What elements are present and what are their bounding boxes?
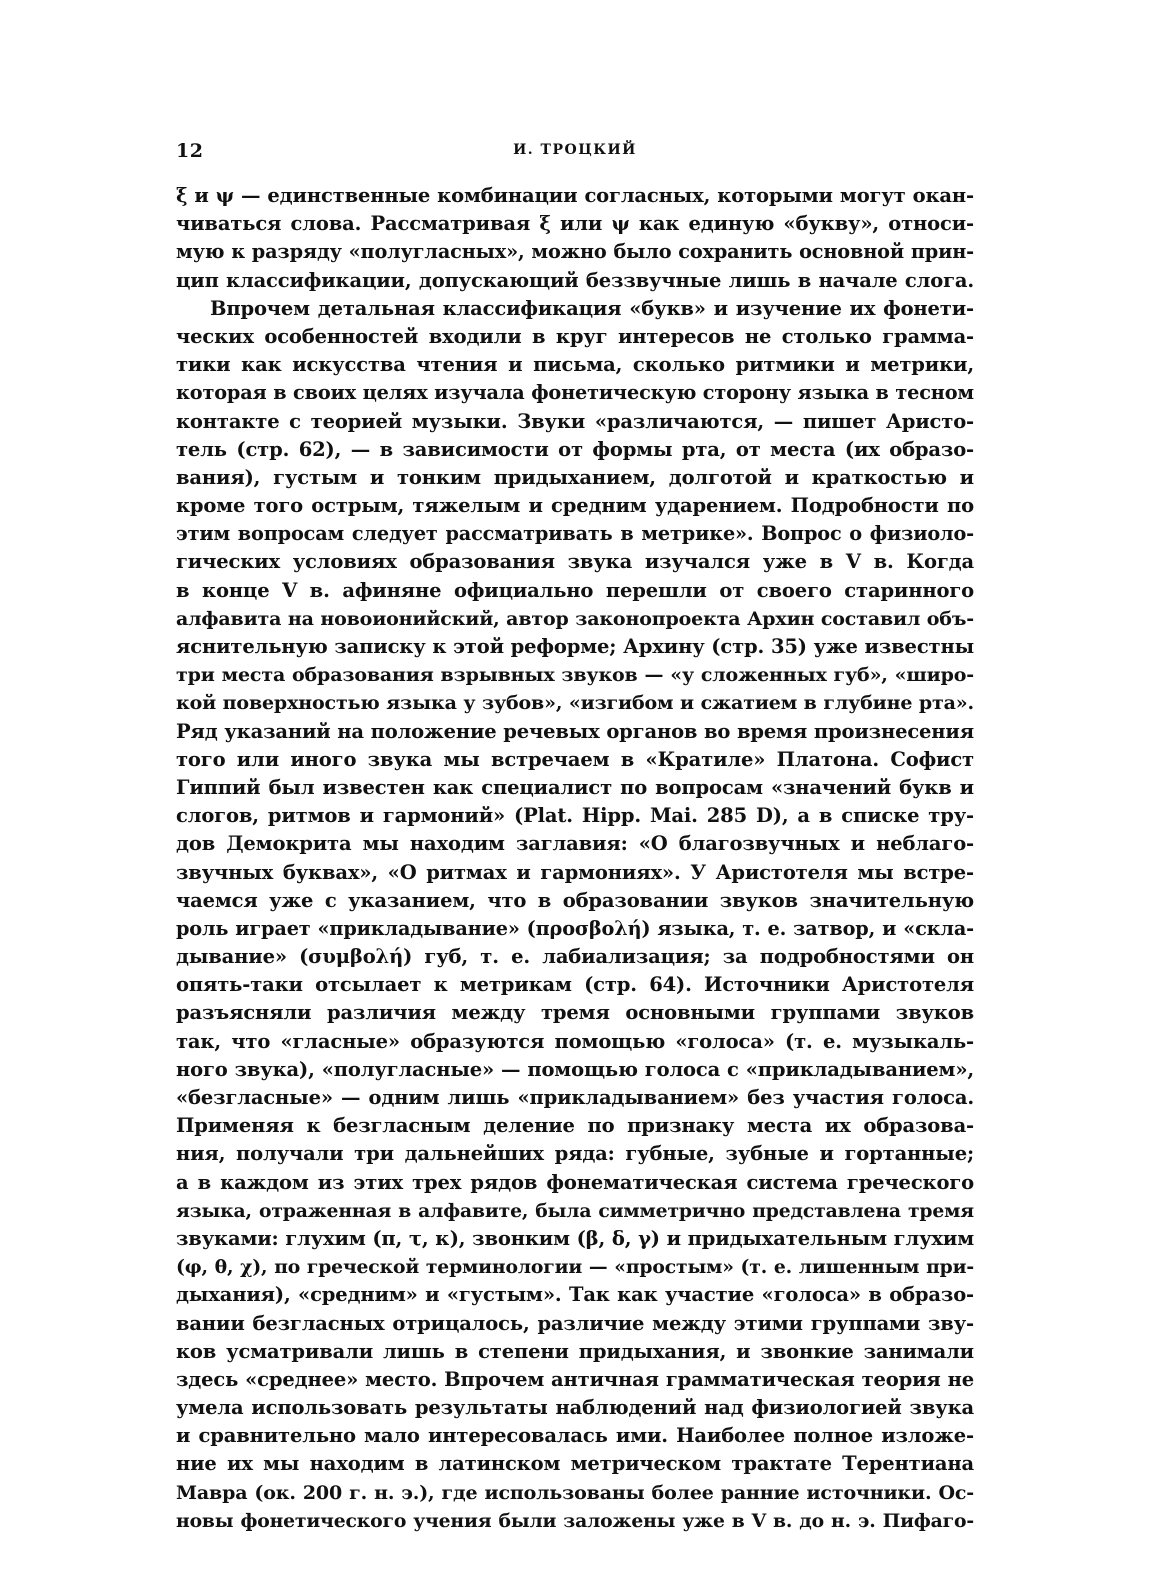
- text-line: этим вопросам следует рассматривать в метрике». Вопрос о физиоло-: [176, 522, 974, 546]
- text-line: «безгласные» — одним лишь «прикладыванием» без участия голоса.: [176, 1086, 974, 1109]
- text-line: контакте с теорией музыки. Звуки «различаются, — пишет Аристо-: [176, 409, 974, 433]
- text-line: кой поверхностью языка у зубов», «изгибом и сжатием в глубине рта».: [176, 692, 974, 715]
- text-line: роль играет «прикладывание» (προσβολή) языка, т. е. затвор, и «скла-: [176, 916, 974, 940]
- text-line: Мавра (ок. 200 г. н. э.), где использованы более ранние источники. Ос-: [176, 1481, 974, 1504]
- text-line: алфавита на новоионийский, автор законопроекта Архин составил объ-: [176, 607, 974, 630]
- running-head: [176, 140, 974, 170]
- text-line: вания), густым и тонким придыханием, долготой и краткостью и: [176, 465, 974, 489]
- text-line: звучных буквах», «О ритмах и гармониях». У Аристотеля мы встре-: [176, 860, 974, 884]
- text-line: три места образования взрывных звуков — «у сложенных губ», «широ-: [176, 664, 974, 687]
- text-line: цип классификации, допускающий беззвучные лишь в начале слога.: [176, 268, 974, 292]
- text-line: дывание» (συμβολή) губ, т. е. лабиализация; за подробностями он: [176, 945, 974, 969]
- text-line: а в каждом из этих трех рядов фонематическая система греческого: [176, 1170, 974, 1194]
- text-line: которая в своих целях изучала фонетическую сторону языка в тесном: [176, 381, 974, 405]
- text-line: кроме того острым, тяжелым и средним ударением. Подробности по: [176, 494, 974, 518]
- text-line: чаемся уже с указанием, что в образовании звуков значительную: [176, 888, 974, 912]
- text-line: дыхания), «средним» и «густым». Так как участие «голоса» в образо-: [176, 1283, 974, 1307]
- text-line: вании безгласных отрицалось, различие между этими группами зву-: [176, 1311, 974, 1335]
- text-line: звуками: глухим (π, τ, κ), звонким (β, δ, γ) и придыхательным глухим: [176, 1226, 974, 1250]
- page-number: 12: [176, 140, 204, 162]
- running-head-author: И. ТРОЦКИЙ: [513, 142, 637, 158]
- text-line: Впрочем детальная классификация «букв» и изучение их фонети-: [210, 296, 974, 320]
- text-line: языка, отраженная в алфавите, была симметрично представлена тремя: [176, 1199, 974, 1222]
- text-line: дов Демокрита мы находим заглавия: «О благозвучных и неблаго-: [176, 832, 974, 856]
- text-line: гических условиях образования звука изучался уже в V в. Когда: [176, 550, 974, 574]
- text-line: здесь «среднее» место. Впрочем античная грамматическая теория не: [176, 1367, 974, 1391]
- text-line: в конце V в. афиняне официально перешли от своего старинного: [176, 578, 974, 602]
- text-line: того или иного звука мы встречаем в «Кратиле» Платона. Софист: [176, 747, 974, 771]
- text-line: (φ, θ, χ), по греческой терминологии — «простым» (т. е. лишенным при-: [176, 1256, 974, 1279]
- text-line: ние их мы находим в латинском метрическом трактате Терентиана: [176, 1452, 974, 1476]
- text-line: Ряд указаний на положение речевых органов во время произнесения: [176, 719, 974, 743]
- text-line: и сравнительно мало интересовалась ими. Наиболее полное изложе-: [176, 1424, 974, 1448]
- text-line: ξ и ψ — единственные комбинации согласных, которыми могут окан-: [176, 184, 974, 207]
- text-line: слогов, ритмов и гармоний» (Plat. Hipp. Mai. 285 D), а в списке тру-: [176, 804, 974, 828]
- text-line: Гиппий был известен как специалист по вопросам «значений букв и: [176, 775, 974, 799]
- text-line: Применяя к безгласным деление по признаку места их образова-: [176, 1114, 974, 1138]
- text-line: ния, получали три дальнейших ряда: губные, зубные и гортанные;: [176, 1142, 974, 1166]
- body-text: [176, 182, 974, 1535]
- text-line: умела использовать результаты наблюдений над физиологией звука: [176, 1396, 974, 1420]
- text-line: тель (стр. 62), — в зависимости от формы рта, от места (их образо-: [176, 437, 974, 461]
- text-line: опять-таки отсылает к метрикам (стр. 64). Источники Аристотеля: [176, 973, 974, 997]
- text-line: мую к разряду «полугласных», можно было сохранить основной прин-: [176, 240, 974, 264]
- text-line: так, что «гласные» образуются помощью «голоса» (т. е. музыкаль-: [176, 1029, 974, 1053]
- text-line: ного звука), «полугласные» — помощью голоса с «прикладыванием»,: [176, 1057, 974, 1081]
- text-line: тики как искусства чтения и письма, сколько ритмики и метрики,: [176, 353, 974, 377]
- text-line: чиваться слова. Рассматривая ξ или ψ как единую «букву», относи-: [176, 212, 974, 236]
- text-line: ческих особенностей входили в круг интересов не столько грамма-: [176, 324, 974, 348]
- text-line: ков усматривали лишь в степени придыхания, и звонкие занимали: [176, 1339, 974, 1363]
- text-line: новы фонетического учения были заложены уже в V в. до н. э. Пифаго-: [176, 1509, 974, 1532]
- text-line: яснительную записку к этой реформе; Архину (стр. 35) уже известны: [176, 635, 974, 658]
- text-line: разъясняли различия между тремя основными группами звуков: [176, 1001, 974, 1025]
